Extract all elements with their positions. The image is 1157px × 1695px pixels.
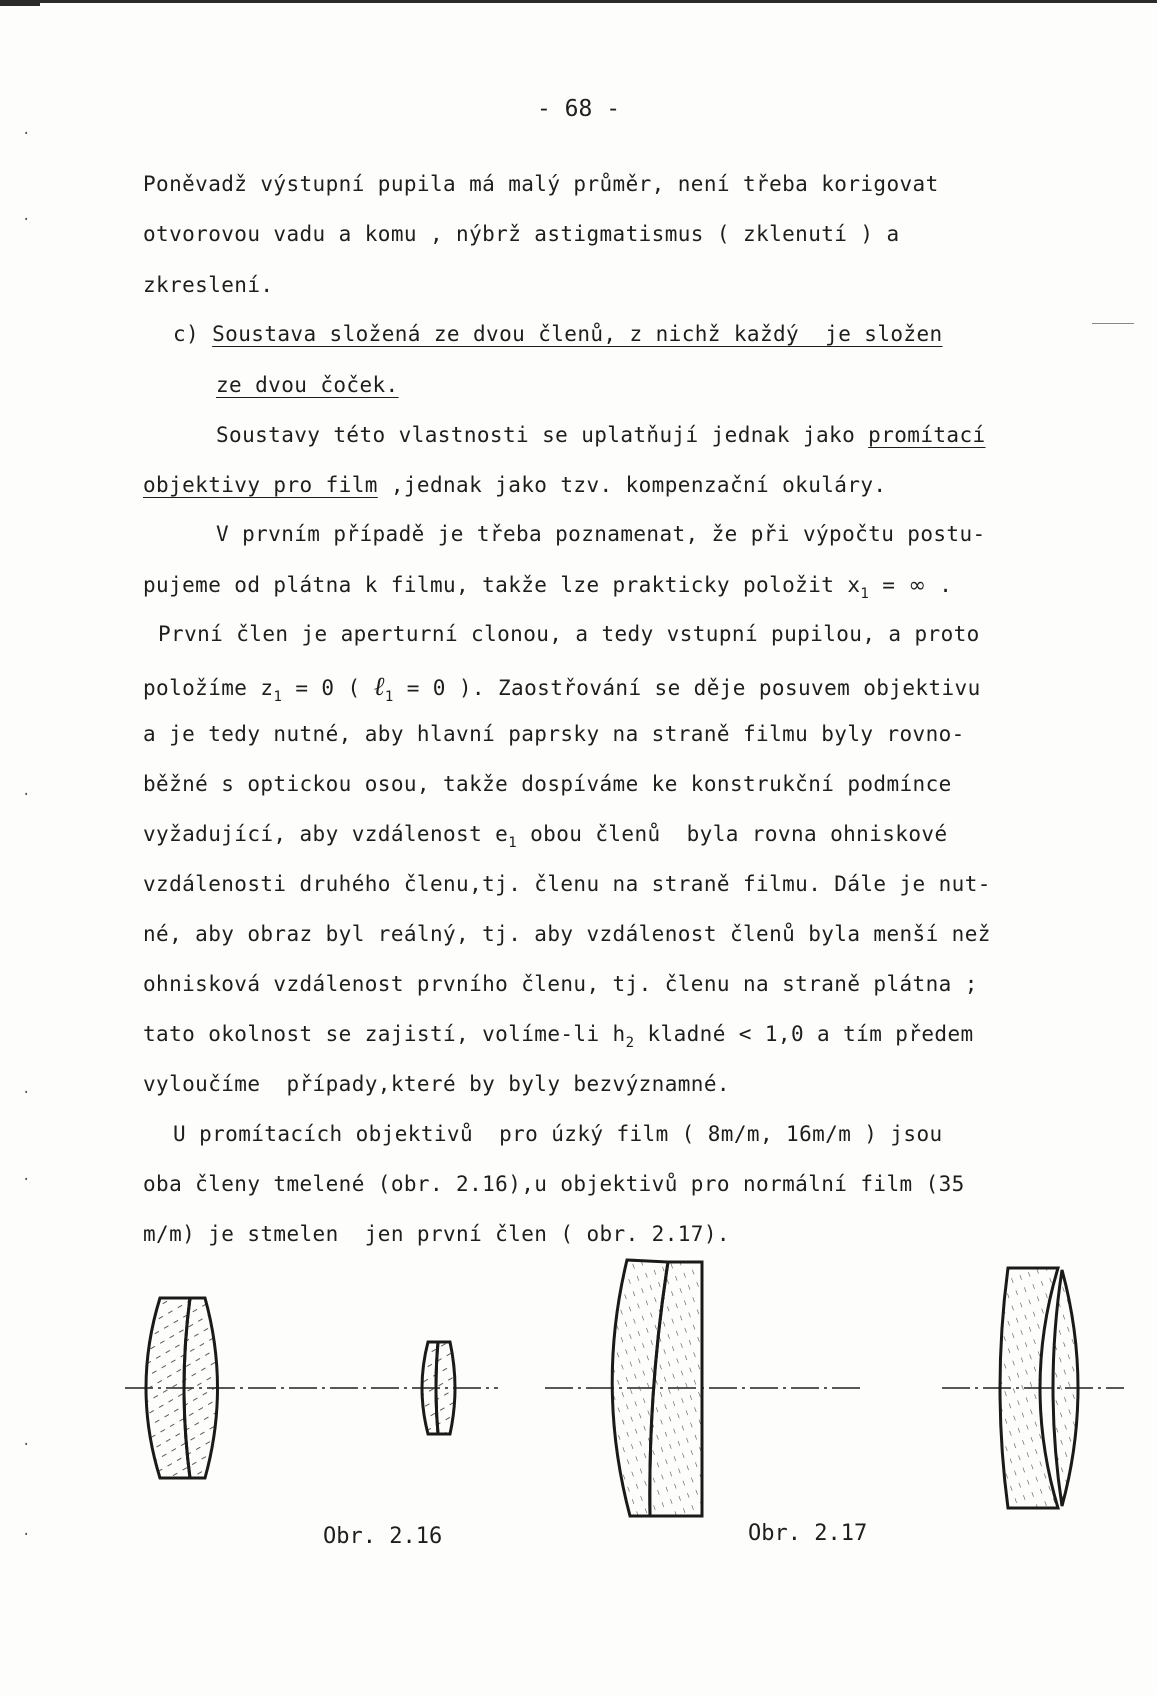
text-segment: položíme z xyxy=(143,676,274,700)
subscript: 1 xyxy=(860,586,870,602)
lens-front-member xyxy=(612,1260,702,1516)
page-number: - 68 - xyxy=(536,96,621,122)
text-segment: oba členy tmelené (obr. 2.16),u objektivů pro normální film (35 xyxy=(143,1172,965,1196)
text-segment: U promítacích objektivů pro úzký film ( 8m/m, 16m/m ) jsou xyxy=(173,1122,943,1146)
subscript: 1 xyxy=(273,689,283,705)
text-segment: Poněvadž výstupní pupila má malý průměr, není třeba korigovat xyxy=(143,172,939,196)
binding-hole-mark: · xyxy=(22,126,31,142)
text-segment: ohnisková vzdálenost prvního členu, tj. členu na straně plátna ; xyxy=(143,972,978,996)
binding-hole-mark: · xyxy=(22,1437,31,1453)
text-segment: vyžadující, aby vzdálenost e xyxy=(143,822,509,846)
text-segment: = 0 ). Zaostřování se děje posuvem objektivu xyxy=(393,676,981,700)
text-segment: vzdálenosti druhého členu,tj. členu na straně filmu. Dále je nut- xyxy=(143,872,991,896)
text-segment: Soustavy této vlastnosti se uplatňují jednak jako xyxy=(216,423,869,447)
text-segment: otvorovou vadu a komu , nýbrž astigmatismus ( zklenutí ) a xyxy=(143,222,900,246)
lens-rear-member xyxy=(1000,1268,1078,1508)
lens-doublet-small xyxy=(422,1342,455,1434)
subscript: 1 xyxy=(508,835,518,851)
binding-hole-mark: · xyxy=(22,1172,31,1188)
binding-hole-mark: · xyxy=(22,787,31,803)
text-segment: = 0 ( xyxy=(282,676,374,700)
figure-caption: Obr. 2.17 xyxy=(748,1521,868,1546)
text-segment: obou členů byla rovna ohniskové xyxy=(517,822,948,846)
subscript: 2 xyxy=(625,1035,635,1051)
text-segment: tato okolnost se zajistí, volíme-li h xyxy=(143,1022,626,1046)
text-segment: zkreslení. xyxy=(143,273,274,297)
binding-hole-mark: · xyxy=(22,212,31,228)
text-segment: ,jednak jako tzv. kompenzační okuláry. xyxy=(377,473,887,497)
text-segment: pujeme od plátna k filmu, takže lze prakticky položit x xyxy=(143,573,861,597)
text-segment: ℓ xyxy=(373,672,385,702)
underlined-text: promítací xyxy=(868,423,986,447)
binding-hole-mark: · xyxy=(22,1085,31,1101)
text-segment: První člen je aperturní clonou, a tedy vstupní pupilou, a proto xyxy=(158,622,980,646)
binding-hole-mark: · xyxy=(22,1527,31,1543)
text-segment: m/m) je stmelen jen první člen ( obr. 2.17). xyxy=(143,1222,730,1246)
text-segment: a je tedy nutné, aby hlavní paprsky na straně filmu byly rovno- xyxy=(143,722,965,746)
subscript: 1 xyxy=(384,689,394,705)
text-segment: = xyxy=(869,573,909,597)
text-segment: ∞ xyxy=(908,573,927,597)
text-segment: kladné < 1,0 a tím předem xyxy=(634,1022,974,1046)
text-segment: vyloučíme případy,které by byly bezvýznamné. xyxy=(143,1072,730,1096)
text-segment: V prvním případě je třeba poznamenat, že při výpočtu postu- xyxy=(216,522,986,546)
text-segment: né, aby obraz byl reálný, tj. aby vzdálenost členů byla menší než xyxy=(143,922,991,946)
figure-caption: Obr. 2.16 xyxy=(323,1524,443,1549)
text-segment: c) xyxy=(173,322,213,346)
text-segment: běžné s optickou osou, takže dospíváme ke konstrukční podmínce xyxy=(143,772,952,796)
lens-doublet-large xyxy=(146,1298,218,1478)
underlined-text: Soustava složená ze dvou členů, z nichž každý je složen xyxy=(212,322,943,346)
underlined-text: ze dvou čoček. xyxy=(216,373,399,397)
underlined-text: objektivy pro film xyxy=(143,473,378,497)
text-segment: . xyxy=(926,573,953,597)
